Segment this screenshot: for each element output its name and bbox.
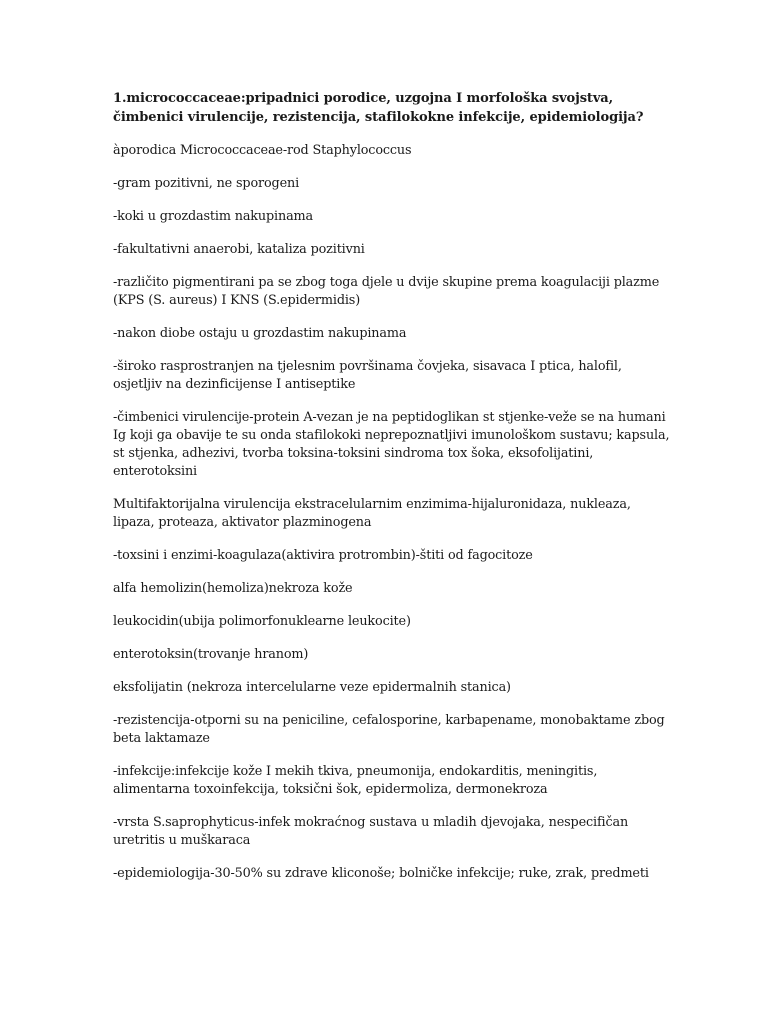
paragraph-alpha-hemolysin: alfa hemolizin(hemoliza)nekroza kože <box>113 581 353 596</box>
paragraph-toxins: -toxsini i enzimi-koagulaza(aktivira protrombin)-štiti od fagocitoze <box>113 548 533 563</box>
document-page <box>113 89 673 898</box>
paragraph-enterotoxin: enterotoksin(trovanje hranom) <box>113 647 309 662</box>
paragraph-gram: -gram pozitivni, ne sporogeni <box>113 176 300 191</box>
paragraph-saprophyticus: -vrsta S.saprophyticus-infek mokraćnog sustava u mladih djevojaka, nespecifičan uretritis u muškaraca <box>113 815 629 848</box>
paragraph-leukocidin: leukocidin(ubija polimorfonuklearne leukocite) <box>113 614 411 629</box>
paragraph-resistance: -rezistencija-otporni su na peniciline, cefalosporine, karbapename, monobaktame zbog beta laktamaze <box>113 713 665 746</box>
paragraph-epidemiology: -epidemiologija-30-50% su zdrave kliconoše; bolničke infekcije; ruke, zrak, predmeti <box>113 866 649 881</box>
paragraph-virulence-factors: -čimbenici virulencije-protein A-vezan je na peptidoglikan st stjenke-veže se na humani Ig koji ga obavije te su onda stafilokoki neprepoznatljivi imunološkom sustavu; kapsula, st stjenka, adhezivi, tvorba toksina-toksini sindroma tox šoka, eksofolijatini, enterotoksini <box>113 410 670 479</box>
paragraph-division: -nakon diobe ostaju u grozdastim nakupinama <box>113 326 407 341</box>
paragraph-pigment: -različito pigmentirani pa se zbog toga djele u dvije skupine prema koagulaciji plazme (KPS (S. aureus) I KNS (S.epidermidis) <box>113 275 660 308</box>
paragraph-multifactorial: Multifaktorijalna virulencija ekstracelularnim enzimima-hijaluronidaza, nukleaza, lipaza, proteaza, aktivator plazminogena <box>113 497 631 530</box>
document-heading: 1.micrococcaceae:pripadnici porodice, uzgojna I morfološka svojstva, čimbenici virulencije, rezistencija, stafilokokne infekcije, epidemiologija? <box>113 91 644 125</box>
paragraph-exfoliatin: eksfolijatin (nekroza intercelularne veze epidermalnih stanica) <box>113 680 511 695</box>
paragraph-infections: -infekcije:infekcije kože I mekih tkiva, pneumonija, endokarditis, meningitis, alimentarna toxoinfekcija, toksični šok, epidermoliza, dermonekroza <box>113 764 598 797</box>
paragraph-cocci: -koki u grozdastim nakupinama <box>113 209 314 224</box>
paragraph-anaerobes: -fakultativni anaerobi, kataliza pozitivni <box>113 242 365 257</box>
paragraph-family: àporodica Micrococcaceae-rod Staphylococcus <box>113 143 412 158</box>
paragraph-distribution: -široko rasprostranjen na tjelesnim površinama čovjeka, sisavaca I ptica, halofil, osjetljiv na dezinficijense I antiseptike <box>113 359 622 392</box>
